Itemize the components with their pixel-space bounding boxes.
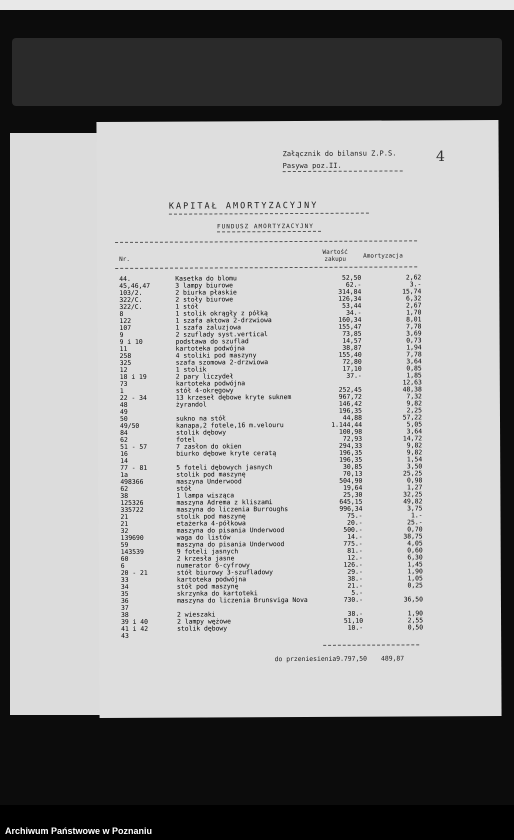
- row-number: 20 - 21: [120, 568, 148, 577]
- row-number: 9: [119, 330, 124, 339]
- row-item: Kasetka do blomu: [175, 274, 237, 283]
- row-item: 1 szafa żaluzjowa: [175, 323, 241, 332]
- doc-subtitle: FUNDUSZ AMORTYZACYJNY: [216, 222, 314, 231]
- row-item: maszyna do liczenia Brunsviga Nova: [176, 595, 308, 605]
- subtitle-rule: [217, 231, 321, 233]
- row-number: 125326: [120, 498, 144, 507]
- row-number: 33: [120, 575, 129, 584]
- row-amortization: 0,85: [406, 364, 422, 373]
- row-number: 143539: [120, 547, 144, 556]
- row-number: 41 i 42: [121, 624, 149, 633]
- row-number: 103/2.: [119, 288, 143, 297]
- col-header-amort: Amortyzacja: [363, 252, 403, 260]
- row-value: 1.144,44: [331, 420, 363, 429]
- row-amortization: 1,90: [407, 567, 423, 576]
- row-number: 18 i 19: [119, 372, 147, 381]
- row-value: 160,34: [338, 315, 362, 324]
- row-value: 775.-: [343, 539, 363, 548]
- title-rule: [169, 213, 369, 215]
- row-item: 2 krzesła jasne: [176, 554, 235, 563]
- row-item: 4 stoliki pod maszyny: [175, 351, 257, 360]
- row-amortization: 25.-: [407, 518, 423, 527]
- row-value: 19,64: [343, 483, 363, 492]
- row-value: 73,85: [342, 329, 362, 338]
- row-number: 34: [120, 582, 129, 591]
- header-line-2: Pasywa poz.II.: [282, 161, 342, 171]
- row-number: 43: [121, 631, 129, 640]
- row-number: 49/50: [120, 421, 140, 430]
- row-amortization: 1,45: [407, 560, 423, 569]
- binder-cover: [12, 38, 502, 106]
- row-number: 50: [119, 414, 128, 423]
- row-value: 14,57: [342, 336, 362, 345]
- row-item: 1 stolik: [175, 365, 207, 374]
- row-amortization: 57,22: [402, 413, 423, 422]
- row-amortization: 3,64: [406, 427, 423, 436]
- row-amortization: 3,69: [406, 329, 422, 338]
- row-amortization: 38,75: [403, 532, 423, 541]
- row-amortization: 5,05: [406, 420, 423, 429]
- row-number: 8: [119, 309, 124, 318]
- row-value: 500.-: [343, 525, 363, 534]
- row-item: 2 wieszaki: [177, 610, 216, 619]
- row-amortization: 1,70: [406, 308, 422, 317]
- row-amortization: 36,50: [403, 595, 423, 604]
- row-amortization: 14,72: [402, 434, 423, 443]
- row-item: 2 lampy wężowe: [177, 617, 231, 626]
- row-item: kartoteka podwójna: [175, 379, 246, 388]
- row-amortization: 1.-: [410, 511, 423, 520]
- row-item: stolik dębowy: [177, 624, 228, 633]
- row-number: 498366: [120, 477, 144, 486]
- row-item: 1 lampa wisząca: [176, 491, 235, 500]
- header-line-1: Załącznik do bilansu Z.P.S.: [282, 149, 397, 159]
- row-number: 84: [120, 428, 128, 437]
- row-number: 77 - 81: [120, 463, 148, 472]
- row-item: stolik dębowy: [176, 428, 227, 437]
- row-value: 37.-: [346, 371, 362, 380]
- row-value: 10.-: [347, 623, 364, 632]
- row-number: 139690: [120, 533, 144, 542]
- doc-title: KAPITAŁ AMORTYZACYJNY: [168, 200, 319, 212]
- row-item: sukno na stół: [175, 414, 227, 423]
- row-item: fotel: [176, 435, 196, 444]
- row-item: 1 stół: [175, 302, 199, 311]
- row-amortization: 0,25: [407, 581, 423, 590]
- row-amortization: 2,55: [407, 616, 424, 625]
- row-amortization: 7,32: [406, 392, 422, 401]
- row-number: 12: [119, 365, 128, 374]
- row-number: 1: [119, 386, 124, 395]
- row-item: 2 stoły biurowe: [175, 295, 234, 304]
- row-item: 1 stolik okrągły z półką: [175, 309, 268, 318]
- row-item: numerator 6-cyfrowy: [176, 561, 250, 570]
- row-number: 49: [119, 407, 128, 416]
- row-amortization: 9,82: [406, 441, 423, 450]
- row-item: stół 4-okręgowy: [175, 386, 234, 395]
- row-amortization: 9,82: [406, 448, 423, 457]
- row-amortization: 9,82: [406, 399, 422, 408]
- row-amortization: 2,67: [405, 301, 422, 310]
- row-number: 122: [119, 316, 132, 325]
- asset-table: [119, 274, 451, 648]
- row-value: 30,85: [342, 462, 363, 471]
- col-header-value: Wartość zakupu: [322, 248, 348, 263]
- row-amortization: 4,05: [407, 539, 423, 548]
- row-amortization: 7,78: [406, 322, 422, 331]
- row-item: szafa szomowa 2-drzwiowa: [175, 358, 269, 367]
- row-amortization: 3.-: [409, 280, 422, 289]
- archive-credit: Archiwum Państwowe w Poznaniu: [5, 826, 153, 836]
- row-item: 1 szafa aktowa 2-drzwiowa: [175, 316, 272, 325]
- row-value: 645,15: [339, 497, 363, 506]
- row-item: maszyna do liczenia Burroughs: [176, 505, 289, 514]
- row-item: stolik pod maszynę: [176, 470, 246, 479]
- row-item: podstawa do szuflad: [175, 337, 249, 346]
- row-number: 16: [120, 449, 128, 458]
- row-amortization: 25,25: [403, 469, 423, 478]
- row-value: 14.-: [347, 532, 363, 541]
- row-amortization: 3,64: [406, 357, 422, 366]
- row-amortization: 1,05: [407, 574, 423, 583]
- row-value: 146,42: [338, 399, 362, 408]
- row-item: maszyna do pisania Underwood: [176, 526, 285, 535]
- row-value: 21.-: [347, 581, 363, 590]
- row-value: 12.-: [347, 553, 363, 562]
- row-number: 9 i 10: [119, 337, 143, 346]
- row-number: 322/C.: [119, 302, 143, 311]
- row-value: 62.-: [345, 280, 362, 289]
- row-item: stolik pod maszynę: [176, 512, 246, 521]
- row-amortization: 1,54: [406, 455, 423, 464]
- row-amortization: 48,38: [402, 385, 422, 394]
- row-value: 38.-: [347, 574, 363, 583]
- row-amortization: 7,78: [406, 350, 422, 359]
- row-number: 37: [120, 603, 129, 612]
- row-amortization: 1,90: [407, 609, 424, 618]
- row-value: 314,84: [338, 287, 362, 296]
- row-number: 73: [119, 379, 128, 388]
- carry-forward-amort: 489,87: [380, 654, 405, 663]
- row-value: 38.-: [347, 609, 364, 618]
- row-number: 38: [120, 491, 129, 500]
- row-value: 196,35: [339, 448, 363, 457]
- row-item: 2 szuflady syst.vertical: [175, 330, 268, 339]
- carry-forward-row: [259, 646, 404, 671]
- row-item: maszyna Adrema z kliszami: [176, 498, 273, 507]
- row-item: 13 krzeseł dębowe kryte suknem: [175, 393, 292, 402]
- top-strip: [0, 0, 514, 10]
- row-amortization: 2,25: [406, 406, 422, 415]
- row-item: 9 foteli jasnych: [176, 547, 239, 556]
- row-item: stół pod maszynę: [176, 582, 239, 591]
- row-number: 11: [119, 344, 128, 353]
- row-item: 2 pary liczydeł: [175, 372, 234, 381]
- row-value: 75.-: [347, 511, 363, 520]
- table-row: [121, 631, 451, 640]
- row-number: 32: [120, 526, 129, 535]
- row-value: 44,88: [342, 413, 363, 422]
- row-number: 45,46,47: [119, 281, 151, 290]
- row-value: 17,10: [342, 364, 362, 373]
- row-number: 322/C.: [119, 295, 143, 304]
- document-page: [96, 120, 501, 718]
- row-value: 70,13: [343, 469, 363, 478]
- row-number: 51 - 57: [120, 442, 148, 451]
- row-number: 107: [119, 323, 132, 332]
- row-amortization: 3,75: [407, 504, 423, 513]
- row-value: 20.-: [347, 518, 363, 527]
- row-number: 59: [120, 540, 129, 549]
- row-value: 5.-: [351, 588, 363, 597]
- row-number: 6: [120, 561, 125, 570]
- row-value: 294,33: [339, 441, 363, 450]
- row-value: 29.-: [347, 567, 363, 576]
- row-number: 39 i 40: [121, 617, 149, 626]
- row-amortization: 15,74: [402, 287, 422, 296]
- row-number: 325: [119, 358, 132, 367]
- row-number: 35: [120, 589, 129, 598]
- row-number: 60: [120, 554, 129, 563]
- row-amortization: 0,73: [406, 336, 422, 345]
- row-amortization: 1,27: [406, 483, 423, 492]
- carry-forward-value: 9.797,50: [336, 654, 368, 663]
- row-value: 51,10: [343, 616, 364, 625]
- row-value: 252,45: [338, 385, 362, 394]
- row-item: stół: [176, 484, 192, 493]
- row-number: 14: [120, 456, 128, 465]
- row-value: 155,47: [338, 322, 362, 331]
- row-item: 3 lampy biurowe: [175, 281, 234, 290]
- row-value: 25,30: [343, 490, 363, 499]
- row-amortization: 1,85: [406, 371, 422, 380]
- row-number: 21: [120, 519, 129, 528]
- row-value: 730.-: [343, 595, 363, 604]
- row-value: 504,90: [339, 476, 363, 485]
- row-amortization: 0,50: [407, 623, 424, 632]
- header-rule: [283, 170, 403, 172]
- row-value: 34.-: [346, 308, 362, 317]
- row-item: 7 zasłon do okien: [176, 442, 242, 451]
- row-number: 44.: [119, 274, 131, 283]
- table-rule-header: [115, 266, 417, 269]
- row-value: 967,72: [338, 392, 362, 401]
- table-rule-top: [115, 240, 417, 243]
- row-value: 72,80: [342, 357, 362, 366]
- row-item: stół biurowy 3-szufladowy: [176, 568, 274, 577]
- row-item: kartoteka podwójna: [175, 344, 245, 353]
- row-value: 100,98: [338, 427, 363, 436]
- row-number: 335722: [120, 505, 144, 514]
- row-value: 52,50: [341, 273, 362, 282]
- row-item: biurko dębowe kryte ceratą: [176, 449, 277, 458]
- row-amortization: 6,30: [407, 553, 423, 562]
- row-number: 62: [120, 435, 128, 444]
- row-number: 21: [120, 512, 129, 521]
- row-value: 126,34: [338, 294, 362, 303]
- row-amortization: 8,01: [406, 315, 422, 324]
- row-item: kanapa,2 fotele,16 m.velouru: [176, 421, 284, 430]
- row-value: 53,44: [342, 301, 362, 310]
- col-header-nr: Nr.: [119, 255, 131, 263]
- row-item: waga do listów: [176, 533, 231, 542]
- row-item: 5 foteli dębowych jasnych: [176, 463, 273, 472]
- row-amortization: 49,82: [403, 497, 423, 506]
- row-number: 22 - 34: [119, 393, 147, 402]
- row-item: maszyna Underwood: [176, 477, 242, 486]
- row-value: 155,40: [338, 350, 362, 359]
- row-value: 996,34: [339, 504, 363, 513]
- row-number: 1a: [120, 470, 129, 479]
- handwritten-page-number: 4: [436, 149, 445, 165]
- row-amortization: 6,32: [405, 294, 422, 303]
- row-value: 196,35: [339, 455, 363, 464]
- row-number: 62: [120, 484, 129, 493]
- row-item: etażerka 4-półkowa: [176, 519, 246, 528]
- row-item: maszyna do pisania Underwood: [176, 540, 285, 549]
- row-value: 81.-: [347, 546, 363, 555]
- row-item: skrzynka do kartoteki: [176, 589, 258, 598]
- row-item: 2 biurka płaskie: [175, 288, 237, 297]
- row-amortization: 0,60: [407, 546, 423, 555]
- row-item: kartoteka podwójna: [176, 575, 247, 584]
- row-amortization: 2,62: [405, 273, 422, 282]
- row-amortization: 3,50: [406, 462, 423, 471]
- row-item: żyrandol: [175, 400, 207, 409]
- row-number: 258: [119, 351, 132, 360]
- row-number: 38: [121, 610, 129, 619]
- row-amortization: 32,25: [403, 490, 423, 499]
- row-number: 36: [120, 596, 129, 605]
- row-amortization: 12,63: [402, 378, 422, 387]
- row-value: 126.-: [343, 560, 363, 569]
- row-value: 72,93: [342, 434, 363, 443]
- row-amortization: 0,70: [407, 525, 423, 534]
- row-value: 38,87: [342, 343, 362, 352]
- carry-forward-label: do przeniesienia: [274, 654, 337, 664]
- row-number: 48: [119, 400, 128, 409]
- row-value: 196,35: [338, 406, 362, 415]
- row-amortization: 0,98: [406, 476, 423, 485]
- row-amortization: 1,94: [406, 343, 422, 352]
